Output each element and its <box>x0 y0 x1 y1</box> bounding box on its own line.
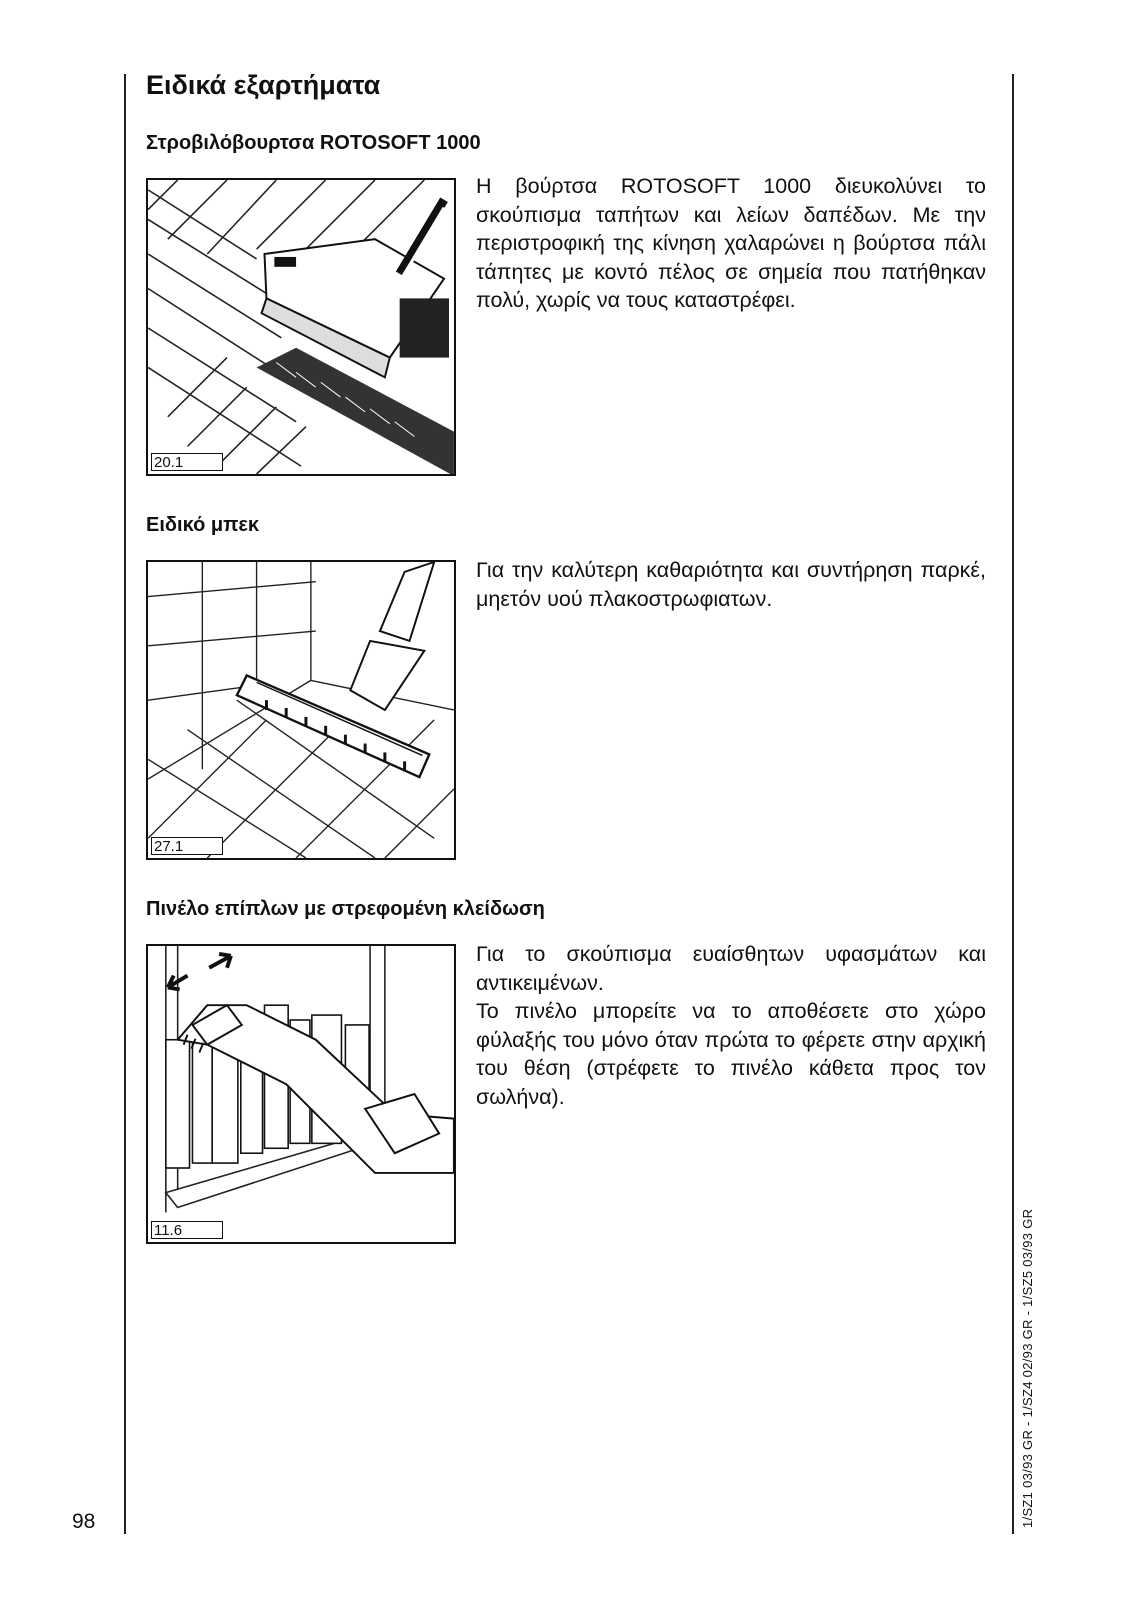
furniture-brush-illustration-icon <box>148 946 454 1242</box>
section-text-special-nozzle <box>476 556 986 613</box>
paragraph: Το πινέλο μπορείτε να το αποθέσετε στο χώρο φύλαξής του μόνο όταν πρώτα το φέρετε στην αρχική του θέση (στρέφετε το πινέλο κάθετα προς τον σωλήνα). <box>476 999 986 1109</box>
section-heading-rotosoft: Στροβιλόβουρτσα ROTOSOFT 1000 <box>146 132 481 154</box>
section-text-rotosoft <box>476 172 986 315</box>
figure-label: 20.1 <box>151 453 223 471</box>
section-heading-furniture-brush: Πινέλο επίπλων με στρεφομένη κλείδωση <box>146 898 545 920</box>
figure-label: 11.6 <box>151 1221 223 1239</box>
left-margin-rule <box>124 74 126 1534</box>
section-heading-special-nozzle: Ειδικό μπεκ <box>146 514 260 536</box>
rotosoft-brush-illustration-icon <box>148 180 454 474</box>
section-text-furniture-brush <box>476 940 986 1111</box>
figure-floor-nozzle <box>146 560 456 860</box>
page-title: Ειδικά εξαρτήματα <box>146 70 381 100</box>
paragraph: Για την καλύτερη καθαριότητα και συντήρηση παρκέ, μηετόν υού πλακοστρωφιατων. <box>476 558 986 611</box>
figure-furniture-brush <box>146 944 456 1244</box>
figure-label: 27.1 <box>151 837 223 855</box>
figure-rotosoft <box>146 178 456 476</box>
floor-nozzle-illustration-icon <box>148 562 454 858</box>
paragraph: Για το σκούπισμα ευαίσθητων υφασμάτων και αντικειμένων. <box>476 942 986 995</box>
paragraph: Η βούρτσα ROTOSOFT 1000 διευκολύνει το σκούπισμα ταπήτων και λείων δαπέδων. Με την περιστροφική της κίνηση χαλαρώνει η βούρτσα πάλι τάπητες με κοντό πέλος σε σημεία που πατήθηκαν πολύ, χωρίς να τους καταστρέφει. <box>476 174 986 312</box>
right-margin-rule <box>1012 74 1014 1534</box>
document-code: 1/SZ1 03/93 GR - 1/SZ4 02/93 GR - 1/SZ5 03/93 GR <box>1020 1208 1035 1528</box>
page-number: 98 <box>72 1510 96 1533</box>
